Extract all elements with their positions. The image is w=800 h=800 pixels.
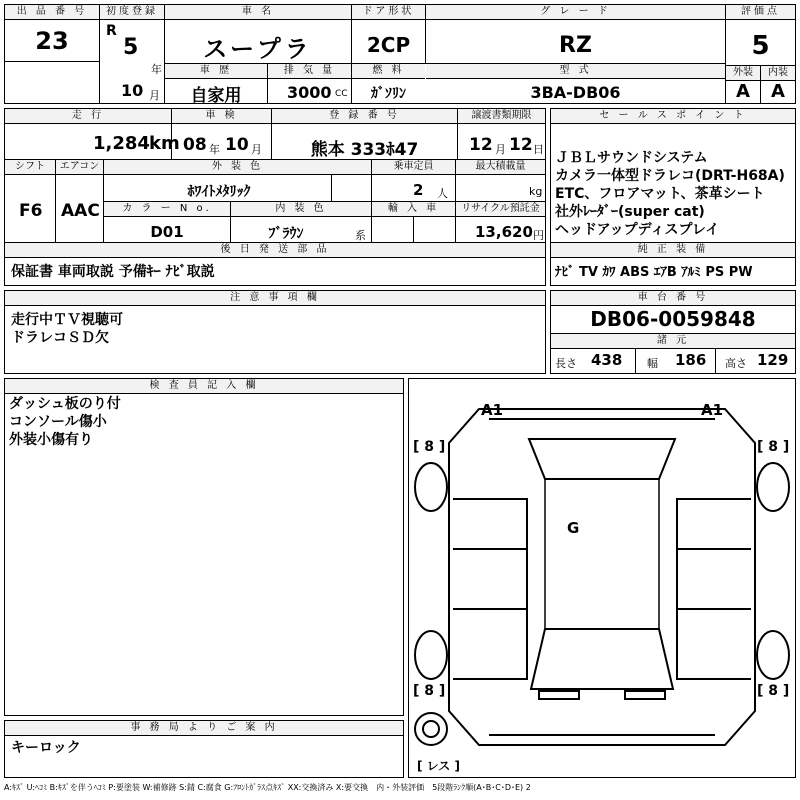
inspector-note: ダッシュ板のり付 <box>9 396 121 412</box>
deadline-month-unit: 月 <box>495 143 506 156</box>
cc-unit: CC <box>335 89 348 99</box>
fuel: ｶﾞｿﾘﾝ <box>371 86 406 102</box>
sales-point-item: ETC、フロアマット、茶革シート <box>555 186 765 202</box>
inspector-note: コンソール傷小 <box>9 414 107 430</box>
era: R <box>106 23 117 39</box>
deadline-day-unit: 日 <box>533 143 544 156</box>
color-no: D01 <box>150 223 184 241</box>
car-diagram-box <box>408 378 796 778</box>
height: 129 <box>757 351 789 369</box>
aircon-label: エアコン <box>56 160 103 175</box>
sales-points <box>555 149 793 239</box>
import-label: 輸 入 車 <box>372 202 455 217</box>
km-unit: km <box>149 133 180 154</box>
int-color-label: 内 装 色 <box>231 202 371 217</box>
later-parts: 保証書 車両取説 予備ｷｰ ﾅﾋﾞ取説 <box>11 264 215 280</box>
vehicle-info-box <box>4 108 546 286</box>
width: 186 <box>675 351 707 369</box>
aircon: AAC <box>61 201 100 221</box>
office-box <box>4 720 404 778</box>
length: 438 <box>591 351 623 369</box>
shift: F6 <box>19 201 43 221</box>
fuel-label: 燃 料 <box>352 64 425 79</box>
model-label: 型 式 <box>426 64 725 79</box>
model: 3BA-DB06 <box>530 83 621 102</box>
persons-unit: 人 <box>437 187 448 200</box>
inspector-notes <box>9 395 121 449</box>
sales-box <box>550 108 796 286</box>
history-label: 車 歴 <box>165 64 267 79</box>
year-unit: 年 <box>151 63 162 76</box>
inspector-note: 外装小傷有り <box>9 432 93 448</box>
lot-label: 出 品 番 号 <box>5 5 99 20</box>
ext-color: ﾎﾜｲﾄﾒﾀﾘｯｸ <box>187 184 251 200</box>
reg-no-label: 登 録 番 号 <box>272 109 457 124</box>
office-label: 事 務 局 よ り ご 案 内 <box>5 721 403 736</box>
grade-label: グ レ ー ド <box>426 5 725 20</box>
kei-unit: 系 <box>355 229 366 242</box>
spare-tire: [ レス ] <box>417 759 460 773</box>
insp-month: 10 <box>225 135 249 155</box>
color-no-label: カ ラ ー N o. <box>104 202 230 217</box>
damage-mark-g: G <box>567 519 580 537</box>
notes-label: 注 意 事 項 欄 <box>5 291 545 306</box>
int-color: ﾌﾞﾗｳﾝ <box>268 226 304 242</box>
car-name-label: 車 名 <box>165 5 351 20</box>
note-item: ドラレコＳＤ欠 <box>11 330 109 346</box>
notes-list <box>11 311 123 347</box>
capacity: 2 <box>413 181 424 199</box>
score-label: 評価点 <box>726 5 795 20</box>
inspector-label: 検 査 員 記 入 欄 <box>5 379 403 394</box>
sales-point-item: 社外ﾚｰﾀﾞｰ(super cat) <box>555 204 705 220</box>
office-note: キーロック <box>11 740 81 756</box>
mileage: 1,284 <box>93 133 150 154</box>
max-load-label: 最大積載量 <box>456 160 545 175</box>
insp-year-unit: 年 <box>209 143 220 156</box>
width-label: 幅 <box>647 357 658 370</box>
reg-number: 熊本 333ﾎ47 <box>310 140 419 160</box>
chassis-label: 車 台 番 号 <box>551 291 795 306</box>
tire-depth-fl: [ 8 ] <box>413 439 446 455</box>
chassis-number: DB06-0059848 <box>590 307 756 331</box>
first-reg-year: 5 <box>123 35 139 60</box>
height-label: 高さ <box>725 357 747 370</box>
displacement-label: 排 気 量 <box>268 64 351 79</box>
deadline-month: 12 <box>469 135 493 155</box>
note-item: 走行中ＴＶ視聴可 <box>11 312 123 328</box>
tire-depth-rl: [ 8 ] <box>413 683 446 699</box>
first-reg-label: 初度登録 <box>100 5 164 20</box>
specs-label: 諸 元 <box>551 334 795 349</box>
tire-depth-fr: [ 8 ] <box>757 439 790 455</box>
first-reg-month: 10 <box>121 81 144 100</box>
notes-box <box>4 290 546 374</box>
interior-label: 内装 <box>761 66 795 81</box>
exterior-grade: A <box>736 81 750 102</box>
month-unit: 月 <box>149 89 160 102</box>
genuine-label: 純 正 装 備 <box>551 243 795 258</box>
car-diagram <box>409 379 795 777</box>
shift-label: シフト <box>5 160 55 175</box>
door-label: ドア形状 <box>352 5 425 20</box>
capacity-label: 乗車定員 <box>372 160 455 175</box>
sales-point-item: カメラ一体型ドラレコ(DRT-H68A) <box>555 168 785 184</box>
history: 自家用 <box>190 86 242 106</box>
insp-month-unit: 月 <box>251 143 262 156</box>
sales-point-item: ヘッドアップディスプレイ <box>555 222 720 238</box>
lot-number: 23 <box>35 27 69 55</box>
header-box <box>4 4 796 104</box>
tire-depth-rr: [ 8 ] <box>757 683 790 699</box>
displacement: 3000 <box>287 83 332 102</box>
yen-unit: 円 <box>533 229 544 242</box>
deadline-label: 譲渡書類期限 <box>458 109 545 124</box>
grade: RZ <box>559 33 592 58</box>
inspector-box <box>4 378 404 716</box>
recycle-fee: 13,620 <box>475 223 533 241</box>
later-parts-label: 後 日 発 送 部 品 <box>5 243 545 258</box>
insp-year: 08 <box>183 135 207 155</box>
inspection-label: 車 検 <box>172 109 271 124</box>
score: 5 <box>751 31 770 61</box>
sales-point-item: ＪＢＬサウンドシステム <box>555 150 708 166</box>
damage-mark-a1-left: A1 <box>481 401 504 419</box>
damage-mark-a1-right: A1 <box>701 401 724 419</box>
door-type: 2CP <box>366 33 411 57</box>
length-label: 長さ <box>555 357 577 370</box>
sales-point-label: セ ー ル ス ポ イ ン ト <box>551 109 795 124</box>
interior-grade: A <box>771 81 785 102</box>
chassis-box <box>550 290 796 374</box>
car-name: スープラ <box>203 35 313 63</box>
mileage-label: 走 行 <box>5 109 171 124</box>
exterior-label: 外装 <box>726 66 760 81</box>
legend: A:ｷｽﾞ U:ﾍｺﾐ B:ｷｽﾞを伴うﾍｺﾐ P:要塗装 W:補修跡 S:錆 C:腐食 G:ﾌﾛﾝﾄｶﾞﾗｽ点ｷｽﾞ XX:交換済み X:要交換 内・外装評価 5段階ﾗﾝｸ順(A･B･C･D･E) 2 <box>4 783 531 792</box>
genuine-equipment: ﾅﾋﾞ TV ｶﾜ ABS ｴｱB ｱﾙﾐ PS PW <box>555 265 753 280</box>
deadline-day: 12 <box>509 135 533 155</box>
kg-unit: kg <box>529 185 543 198</box>
recycle-label: リサイクル預託金 <box>456 202 545 217</box>
ext-color-label: 外 装 色 <box>104 160 371 175</box>
